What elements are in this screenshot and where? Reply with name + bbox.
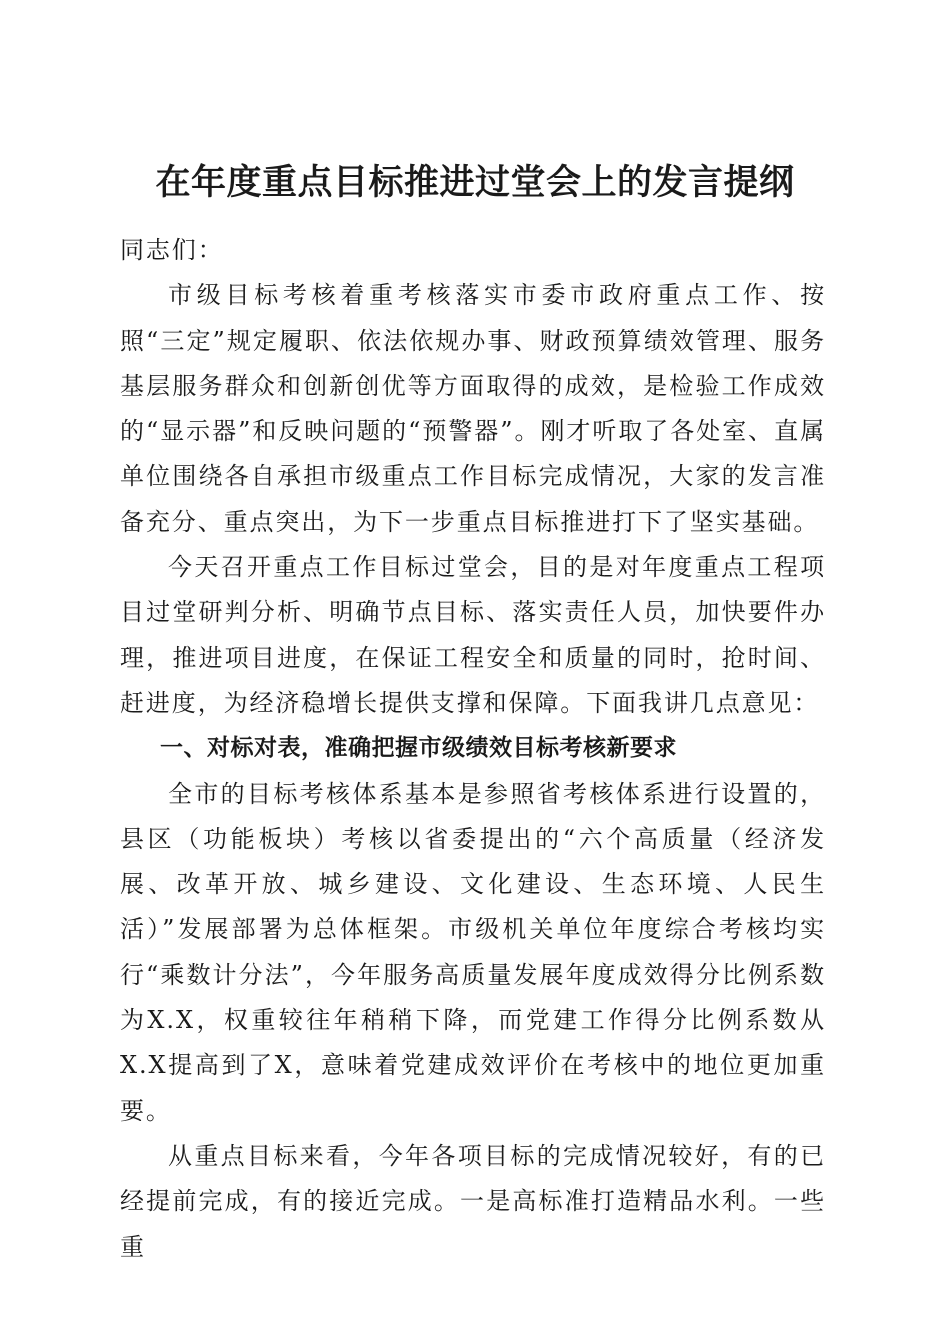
section-heading-1: 一、对标对表，准确把握市级绩效目标考核新要求 (160, 735, 677, 762)
intro-paragraph-1: 市级目标考核着重考核落实市委市政府重点工作、按照“三定”规定履职、依法依规办事、财政预算绩效管理、服务基层服务群众和创新创优等方面取得的成效，是检验工作成效的“显示器”和反映问题的“预警器”。刚才听取了各处室、直属单位围绕各自承担市级重点工作目标完成情况，大家的发言准备充分、重点突出，为下一步重点目标推进打下了坚实基础。 (120, 281, 826, 536)
document-body (120, 228, 826, 1270)
section-paragraph-2: 从重点目标来看，今年各项目标的完成情况较好，有的已经提前完成，有的接近完成。一是高标准打造精品水利。一些重 (120, 1141, 826, 1261)
section-paragraph-1: 全市的目标考核体系基本是参照省考核体系进行设置的，县区（功能板块）考核以省委提出的“六个高质量（经济发展、改革开放、城乡建设、文化建设、生态环境、人民生活）”发展部署为总体框架。市级机关单位年度综合考核均实行“乘数计分法”，今年服务高质量发展年度成效得分比例系数为X.X，权重较往年稍稍下降，而党建工作得分比例系数从X.X提高到了X，意味着党建成效评价在考核中的地位更加重要。 (120, 779, 826, 1125)
intro-paragraph-2: 今天召开重点工作目标过堂会，目的是对年度重点工程项目过堂研判分析、明确节点目标、落实责任人员，加快要件办理，推进项目进度，在保证工程安全和质量的同时，抢时间、赶进度，为经济稳增长提供支撑和保障。下面我讲几点意见： (120, 553, 826, 717)
salutation: 同志们： (120, 236, 224, 264)
document-title: 在年度重点目标推进过堂会上的发言提纲 (155, 163, 795, 204)
